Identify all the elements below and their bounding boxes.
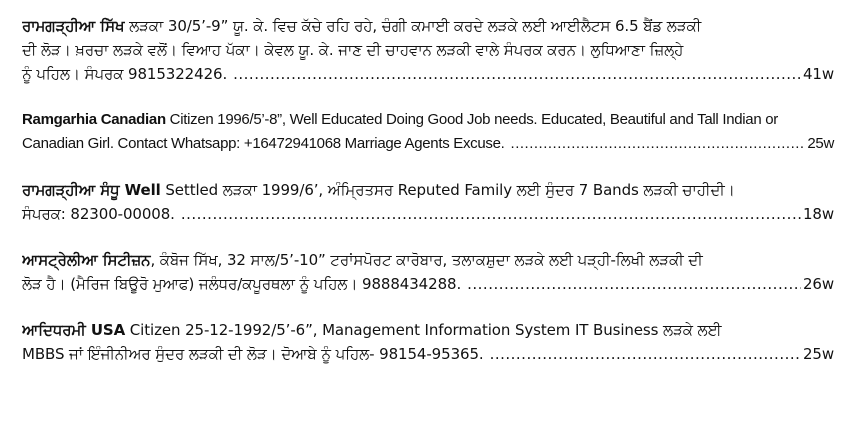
- classified-ad-1: [22, 14, 834, 86]
- ad-last-line: [22, 342, 834, 366]
- ad-last-line: [22, 272, 834, 296]
- ad-contact-text: MBBS ਜਾਂ ਇੰਜੀਨੀਅਰ ਸੁੰਦਰ ਲੜਕੀ ਦੀ ਲੋੜ। ਦੋਆਬੇ ਨੂੰ ਪਹਿਲ- 98154-95365.: [22, 345, 484, 363]
- ad-line-1: [22, 248, 834, 272]
- ad-text: ਲੜਕਾ 30/5’-9” ਯੂ. ਕੇ. ਵਿਚ ਕੱਚੇ ਰਹਿ ਰਹੇ, ਚੰਗੀ ਕਮਾਈ ਕਰਦੇ ਲੜਕੇ ਲਈ ਆਈਲੈਟਸ 6.5 ਬੈਂਡ ਲੜਕੀ: [124, 17, 702, 35]
- ad-contact-text: ਲੋੜ ਹੈ। (ਮੈਰਿਜ ਬਿਊਰੋ ਮੁਆਫ) ਜਲੰਧਰ/ਕਪੂਰਥਲਾ ਨੂੰ ਪਹਿਲ। 9888434288.: [22, 275, 462, 293]
- dot-leader: [181, 202, 801, 226]
- ad-code: 25w: [802, 345, 834, 363]
- ad-lead: ਰਾਮਗੜ੍ਹੀਆ ਸਿੱਖ: [22, 17, 125, 35]
- classified-ad-5: [22, 318, 834, 366]
- ad-text: Settled ਲੜਕਾ 1999/6’, ਅੰਮ੍ਰਿਤਸਰ Reputed Family ਲਈ ਸੁੰਦਰ 7 Bands ਲੜਕੀ ਚਾਹੀਦੀ।: [160, 181, 735, 199]
- classifieds-column: [22, 14, 834, 366]
- dot-leader: [233, 62, 801, 86]
- ad-text: Citizen 1996/5’-8”, Well Educated Doing Good Job needs. Educated, Beautiful and Tall Indian or: [165, 111, 778, 128]
- ad-contact-text: Canadian Girl. Contact Whatsapp: +16472941068 Marriage Agents Excuse.: [22, 135, 505, 152]
- ad-line-1: [22, 14, 834, 38]
- ad-text: , ਕੰਬੋਜ ਸਿੱਖ, 32 ਸਾਲ/5’-10” ਟਰਾਂਸਪੋਰਟ ਕਾਰੋਬਾਰ, ਤਲਾਕਸ਼ੁਦਾ ਲੜਕੇ ਲਈ ਪੜ੍ਹੀ-ਲਿਖੀ ਲੜਕੀ ਦੀ: [150, 251, 703, 269]
- ad-code: 25w: [807, 135, 834, 152]
- dot-leader: [467, 272, 801, 296]
- ad-code: 18w: [802, 205, 834, 223]
- ad-lead: Ramgarhia Canadian: [22, 111, 166, 128]
- ad-line-1: [22, 178, 834, 202]
- classified-ad-2: [22, 108, 834, 156]
- dot-leader: [490, 342, 801, 366]
- classified-ad-3: [22, 178, 834, 226]
- ad-last-line: [22, 62, 834, 86]
- ad-line-2: ਦੀ ਲੋੜ। ਖ਼ਰਚਾ ਲੜਕੇ ਵਲੋਂ। ਵਿਆਹ ਪੱਕਾ। ਕੇਵਲ ਯੂ. ਕੇ. ਜਾਣ ਦੀ ਚਾਹਵਾਨ ਲੜਕੀ ਵਾਲੇ ਸੰਪਰਕ ਕਰਨ। ਲੁਧਿਆਣਾ ਜ਼ਿਲ੍ਹੇ: [22, 41, 684, 59]
- ad-contact-text: ਨੂੰ ਪਹਿਲ। ਸੰਪਰਕ 9815322426.: [22, 65, 228, 83]
- ad-code: 26w: [802, 275, 834, 293]
- ad-line-1: [22, 318, 834, 342]
- ad-lead: ਆਸਟ੍ਰੇਲੀਆ ਸਿਟੀਜ਼ਨ: [22, 251, 151, 269]
- ad-text: Citizen 25-12-1992/5’-6”, Management Information System IT Business ਲੜਕੇ ਲਈ: [125, 321, 722, 339]
- dot-leader: [511, 132, 806, 156]
- ad-last-line: [22, 202, 834, 226]
- ad-lead: ਆਦਿਧਰਮੀ USA: [22, 321, 126, 339]
- ad-last-line: [22, 132, 834, 156]
- classified-ad-4: [22, 248, 834, 296]
- ad-code: 41w: [802, 65, 834, 83]
- ad-lead: ਰਾਮਗੜ੍ਹੀਆ ਸੰਧੂ Well: [22, 181, 161, 199]
- ad-contact-text: ਸੰਪਰਕ: 82300-00008.: [22, 205, 175, 223]
- ad-line-1: [22, 108, 834, 132]
